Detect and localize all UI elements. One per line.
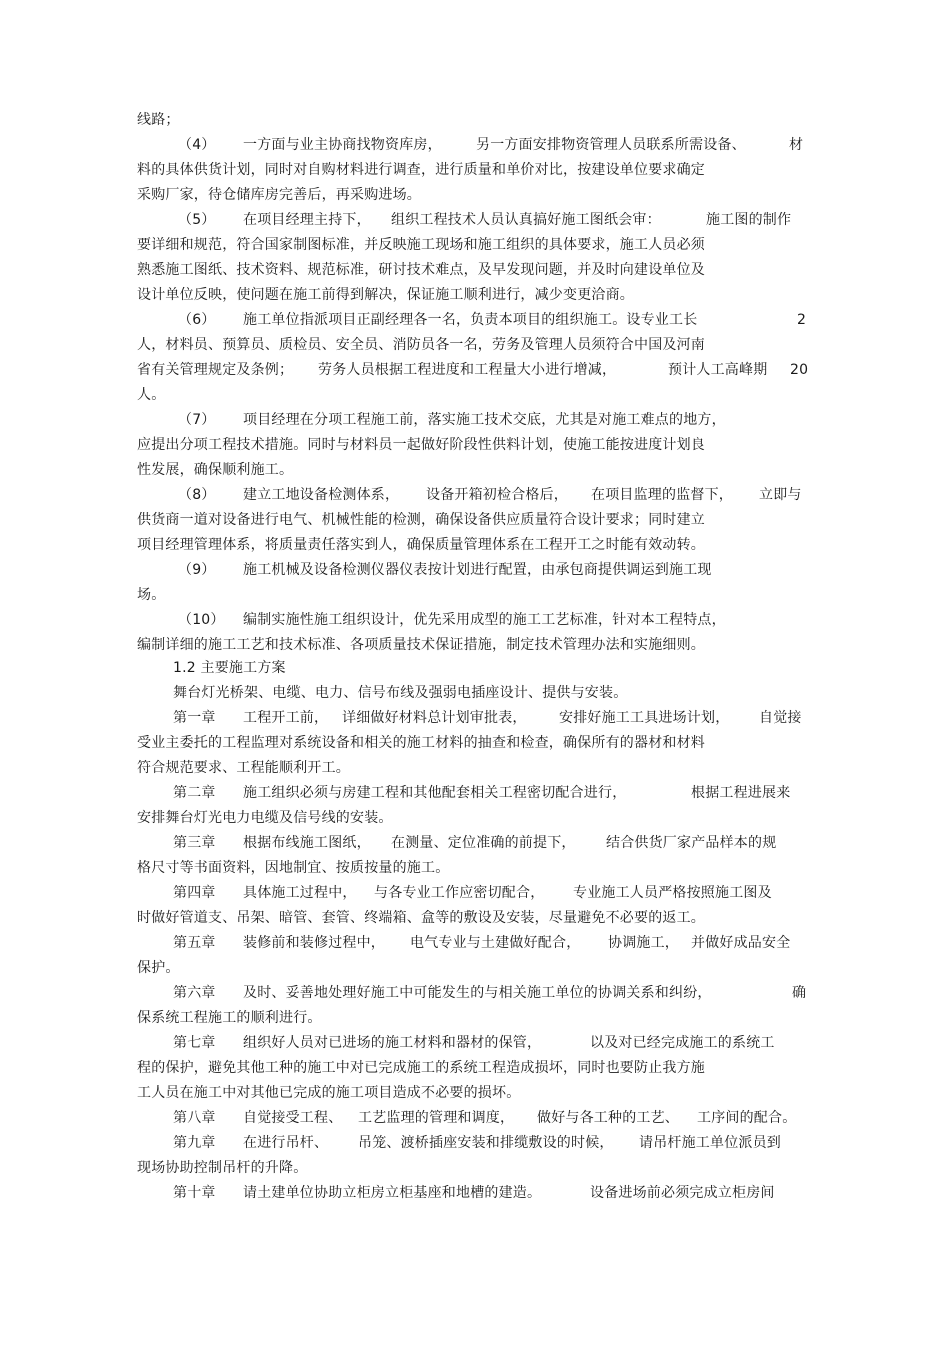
text-segment: 一方面与业主协商找物资库房， [243, 137, 442, 153]
text-segment: 请土建单位协助立柜房立柜基座和地槽的建造。 [243, 1185, 542, 1201]
text-segment: （5） [178, 212, 216, 228]
text-segment: 时做好管道支、吊架、暗管、套管、终端箱、盒等的敷设及安装，尽量避免不必要的返工。 [137, 910, 705, 926]
text-segment: 预计人工高峰期 [668, 362, 768, 378]
text-segment: 确 [792, 985, 807, 1001]
text-segment: 舞台灯光桥架、电缆、电力、信号布线及强弱电插座设计、提供与安装。 [173, 685, 628, 701]
text-segment: 及时、妥善地处理好施工中可能发生的与相关施工单位的协调关系和纠纷， [243, 985, 712, 1001]
text-segment: 在进行吊杆、 [243, 1135, 329, 1151]
text-segment: 线路； [137, 112, 180, 128]
text-segment: 编制实施性施工组织设计，优先采用成型的施工工艺标准，针对本工程特点， [243, 612, 726, 628]
text-segment: 第十章 [173, 1185, 216, 1201]
text-segment: 结合供货厂家产品样本的规 [606, 835, 777, 851]
text-segment: （4） [178, 137, 216, 153]
text-segment: 装修前和装修过程中， [243, 935, 385, 951]
text-segment: 性发展，确保顺利施工。 [137, 462, 294, 478]
text-segment: 现场协助控制吊杆的升降。 [137, 1160, 308, 1176]
text-segment: 保护。 [137, 960, 180, 976]
text-segment: 料的具体供货计划，同时对自购材料进行调查，进行质量和单价对比，按建设单位要求确定 [137, 162, 705, 178]
text-segment: （8） [178, 487, 216, 503]
text-segment: 自觉接 [759, 710, 802, 726]
text-segment: 应提出分项工程技术措施。同时与材料员一起做好阶段性供料计划，使施工能按进度计划良 [137, 437, 705, 453]
text-segment: 符合规范要求、工程能顺利开工。 [137, 760, 350, 776]
text-segment: 第八章 [173, 1110, 216, 1126]
text-segment: 劳务人员根据工程进度和工程量大小进行增减， [318, 362, 617, 378]
text-segment: 第一章 [173, 710, 216, 726]
text-segment: 具体施工过程中， [243, 885, 357, 901]
text-segment: 与各专业工作应密切配合， [374, 885, 545, 901]
text-segment: 安排好施工工具进场计划， [559, 710, 730, 726]
text-segment: 并做好成品安全 [691, 935, 791, 951]
text-segment: 2 [797, 312, 807, 328]
text-segment: 自觉接受工程、 [243, 1110, 343, 1126]
text-segment: 第三章 [173, 835, 216, 851]
text-segment: 材 [789, 137, 804, 153]
text-segment: 第九章 [173, 1135, 216, 1151]
text-segment: 建立工地设备检测体系， [243, 487, 400, 503]
text-segment: 工程开工前， [243, 710, 329, 726]
text-segment: 施工机械及设备检测仪器仪表按计划进行配置，由承包商提供调运到施工现 [243, 562, 712, 578]
text-segment: 第五章 [173, 935, 216, 951]
text-segment: 受业主委托的工程监理对系统设备和相关的施工材料的抽查和检查，确保所有的器材和材料 [137, 735, 705, 751]
text-segment: 施工组织必须与房建工程和其他配套相关工程密切配合进行， [243, 785, 627, 801]
text-segment: 以及对已经完成施工的系统工 [590, 1035, 775, 1051]
text-segment: 项目经理在分项工程施工前，落实施工技术交底，尤其是对施工难点的地方， [243, 412, 726, 428]
text-segment: 组织好人员对已进场的施工材料和器材的保管， [243, 1035, 542, 1051]
text-segment: 工序间的配合。 [697, 1110, 797, 1126]
text-segment: 工艺监理的管理和调度， [358, 1110, 515, 1126]
text-segment: 供货商一道对设备进行电气、机械性能的检测，确保设备供应质量符合设计要求；同时建立 [137, 512, 705, 528]
text-segment: 设备开箱初检合格后， [426, 487, 568, 503]
text-segment: 协调施工， [608, 935, 679, 951]
text-segment: 施工图的制作 [706, 212, 792, 228]
text-segment: 吊笼、渡桥插座安装和排缆敷设的时候， [358, 1135, 614, 1151]
text-segment: 20 [790, 362, 809, 378]
text-segment: 根据布线施工图纸， [243, 835, 371, 851]
text-segment: 设计单位反映，使问题在施工前得到解决，保证施工顺利进行，减少变更洽商。 [137, 287, 634, 303]
text-segment: 请吊杆施工单位派员到 [639, 1135, 781, 1151]
text-segment: 要详细和规范，符合国家制图标准，并反映施工现场和施工组织的具体要求，施工人员必须 [137, 237, 705, 253]
text-segment: 第四章 [173, 885, 216, 901]
text-segment: （9） [178, 562, 216, 578]
text-segment: 项目经理管理体系，将质量责任落实到人，确保质量管理体系在工程开工之时能有效动转。 [137, 537, 705, 553]
text-segment: 设备进场前必须完成立柜房间 [590, 1185, 775, 1201]
text-segment: 工人员在施工中对其他已完成的施工项目造成不必要的损坏。 [137, 1085, 521, 1101]
text-segment: 第六章 [173, 985, 216, 1001]
text-segment: 在项目监理的监督下， [591, 487, 733, 503]
text-segment: 根据工程进展来 [691, 785, 791, 801]
text-segment: 详细做好材料总计划审批表， [342, 710, 527, 726]
text-segment: 另一方面安排物资管理人员联系所需设备、 [476, 137, 746, 153]
text-segment: 保系统工程施工的顺利进行。 [137, 1010, 322, 1026]
text-segment: 省有关管理规定及条例； [137, 362, 294, 378]
text-segment: 第二章 [173, 785, 216, 801]
text-segment: 场。 [137, 587, 166, 603]
text-segment: 1.2 主要施工方案 [173, 660, 286, 676]
text-segment: 在测量、定位准确的前提下， [391, 835, 576, 851]
text-segment: 在项目经理主持下， [243, 212, 371, 228]
text-segment: 编制详细的施工工艺和技术标准、各项质量技术保证措施，制定技术管理办法和实施细则。 [137, 637, 705, 653]
text-segment: 施工单位指派项目正副经理各一名，负责本项目的组织施工。设专业工长 [243, 312, 698, 328]
text-segment: 电气专业与土建做好配合， [410, 935, 581, 951]
text-segment: 格尺寸等书面资料，因地制宜、按质按量的施工。 [137, 860, 450, 876]
text-segment: 熟悉施工图纸、技术资料、规范标准，研讨技术难点，及早发现问题，并及时向建设单位及 [137, 262, 705, 278]
text-segment: （10） [178, 612, 225, 628]
text-segment: 人。 [137, 387, 166, 403]
text-segment: 立即与 [759, 487, 802, 503]
text-segment: （7） [178, 412, 216, 428]
text-segment: 采购厂家，待仓储库房完善后，再采购进场。 [137, 187, 421, 203]
text-segment: 专业施工人员严格按照施工图及 [573, 885, 772, 901]
text-segment: 安排舞台灯光电力电缆及信号线的安装。 [137, 810, 393, 826]
text-segment: 程的保护，避免其他工种的施工中对已完成施工的系统工程造成损坏，同时也要防止我方施 [137, 1060, 705, 1076]
text-segment: 组织工程技术人员认真搞好施工图纸会审： [391, 212, 661, 228]
text-segment: （6） [178, 312, 216, 328]
text-segment: 人，材料员、预算员、质检员、安全员、消防员各一名，劳务及管理人员须符合中国及河南 [137, 337, 705, 353]
text-segment: 第七章 [173, 1035, 216, 1051]
text-segment: 做好与各工种的工艺、 [537, 1110, 679, 1126]
